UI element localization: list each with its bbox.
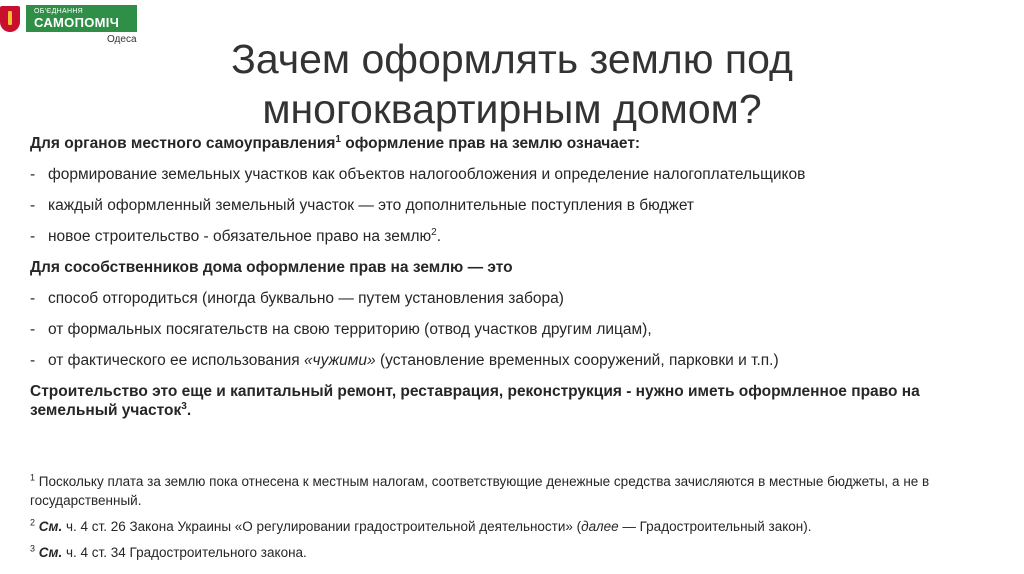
list-item: - новое строительство - обязательное право на землю$^2$.: [30, 226, 442, 245]
slide-title: [200, 34, 824, 134]
title-line-2: многоквартирным домом?: [262, 86, 762, 132]
section1-heading: Для органов местного самоуправления$^1$ оформление прав на землю означает:: [30, 133, 641, 152]
slide-body: [30, 134, 1005, 420]
list-item: - каждый оформленный земельный участок — это дополнительные поступления в бюджет: [30, 197, 695, 214]
footnotes: [30, 472, 1005, 562]
odessa-crest-icon: [0, 6, 20, 32]
footnote: $^1$ Поскольку плата за землю пока отнесена к местным налогам, соответствующие денежные средства зачисляются в местные бюджеты, а не в государственный.: [30, 472, 930, 508]
list-item: - формирование земельных участков как объектов налогообложения и определение налогоплательщиков: [30, 166, 806, 183]
section2-heading: Для сособственников дома оформление прав на землю — это: [30, 259, 513, 276]
logo-name: САМОПОМІЧ: [34, 15, 120, 30]
conclusion-text: Строительство это еще и капитальный ремонт, реставрация, реконструкция - нужно иметь оформленное право на земельный участок$^3$.: [30, 383, 920, 419]
list-item: - от формальных посягательств на свою территорию (отвод участков другим лицам),: [30, 321, 652, 338]
logo-top-line: ОБ'ЄДНАННЯ: [34, 8, 84, 15]
footnote: $^3$ См. ч. 4 ст. 34 Градостроительного закона.: [30, 543, 307, 560]
footnote: $^2$ См. ч. 4 ст. 26 Закона Украины «О регулировании градостроительной деятельности» (далее — Градостроительный закон).: [30, 517, 812, 534]
title-line-1: Зачем оформлять землю под: [231, 36, 793, 82]
logo-city: Одеса: [107, 34, 137, 45]
list-item: - от фактического ее использования «чужими» (установление временных сооружений, парковки и т.п.): [30, 352, 779, 369]
list-item: - способ отгородиться (иногда буквально — путем установления забора): [30, 290, 564, 307]
logo-badge: [26, 5, 137, 32]
